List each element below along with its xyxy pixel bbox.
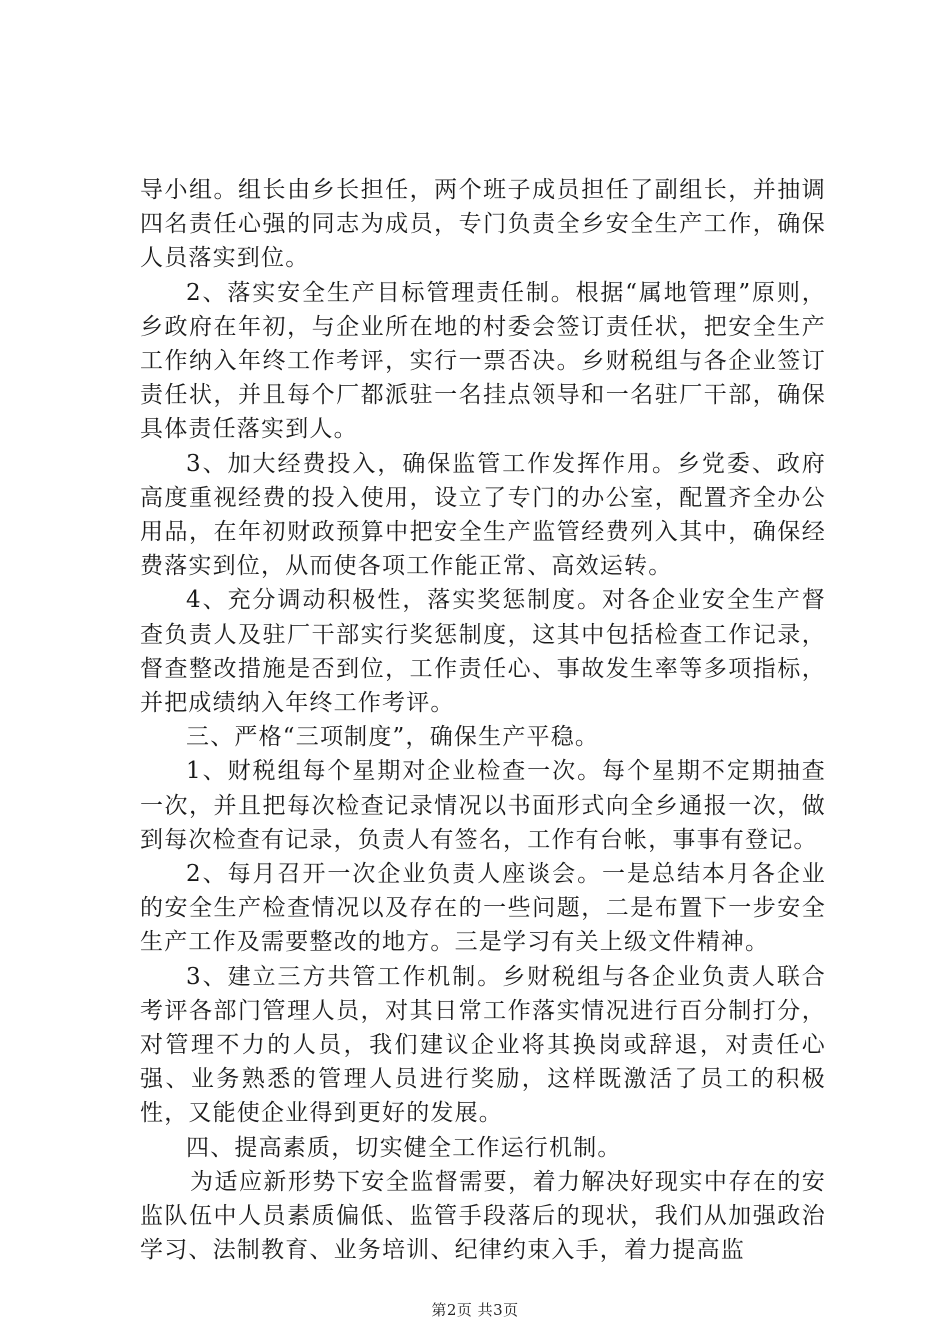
- section-heading-4: 四、提高素质，切实健全工作运行机制。: [186, 1134, 622, 1161]
- paragraph-7: 3、建立三方共管工作机制。乡财税组与各企业负责人联合考评各部门管理人员，对其日常工作落实情况进行百分制打分，对管理不力的人员，我们建议企业将其换岗或辞退，对责任心强、业务熟悉的管理人员进行奖励，这样既激活了员工的积极性，又能使企业得到更好的发展。: [140, 963, 826, 1127]
- section-heading-3: 三、严格“三项制度”，确保生产平稳。: [186, 724, 600, 751]
- paragraph-6: 2、每月召开一次企业负责人座谈会。一是总结本月各企业的安全生产检查情况以及存在的一些问题，二是布置下一步安全生产工作及需要整改的地方。三是学习有关上级文件精神。: [140, 861, 826, 956]
- paragraph-2: 2、落实安全生产目标管理责任制。根据“属地管理”原则，乡政府在年初，与企业所在地的村委会签订责任状，把安全生产工作纳入年终工作考评，实行一票否决。乡财税组与各企业签订责任状，并且每个厂都派驻一名挂点领导和一名驻厂干部，确保具体责任落实到人。: [140, 279, 826, 443]
- paragraph-3: 3、加大经费投入，确保监管工作发挥作用。乡党委、政府高度重视经费的投入使用，设立了专门的办公室，配置齐全办公用品，在年初财政预算中把安全生产监管经费列入其中，确保经费落实到位，从而使各项工作能正常、高效运转。: [140, 450, 826, 580]
- paragraph-1: 导小组。组长由乡长担任，两个班子成员担任了副组长，并抽调四名责任心强的同志为成员，专门负责全乡安全生产工作，确保人员落实到位。: [140, 177, 826, 272]
- paragraph-8: 为适应新形势下安全监督需要，着力解决好现实中存在的安监队伍中人员素质偏低、监管手段落后的现状，我们从加强政治学习、法制教育、业务培训、纪律约束入手，着力提高监: [140, 1168, 826, 1264]
- page-footer: 第2页 共3页: [431, 1301, 519, 1319]
- paragraph-5: 1、财税组每个星期对企业检查一次。每个星期不定期抽查一次，并且把每次检查记录情况以书面形式向全乡通报一次，做到每次检查有记录，负责人有签名，工作有台帐，事事有登记。: [140, 758, 826, 853]
- document-body: [140, 173, 826, 1268]
- paragraph-4: 4、充分调动积极性，落实奖惩制度。对各企业安全生产督查负责人及驻厂干部实行奖惩制度，这其中包括检查工作记录，督查整改措施是否到位，工作责任心、事故发生率等多项指标，并把成绩纳入年终工作考评。: [140, 587, 826, 717]
